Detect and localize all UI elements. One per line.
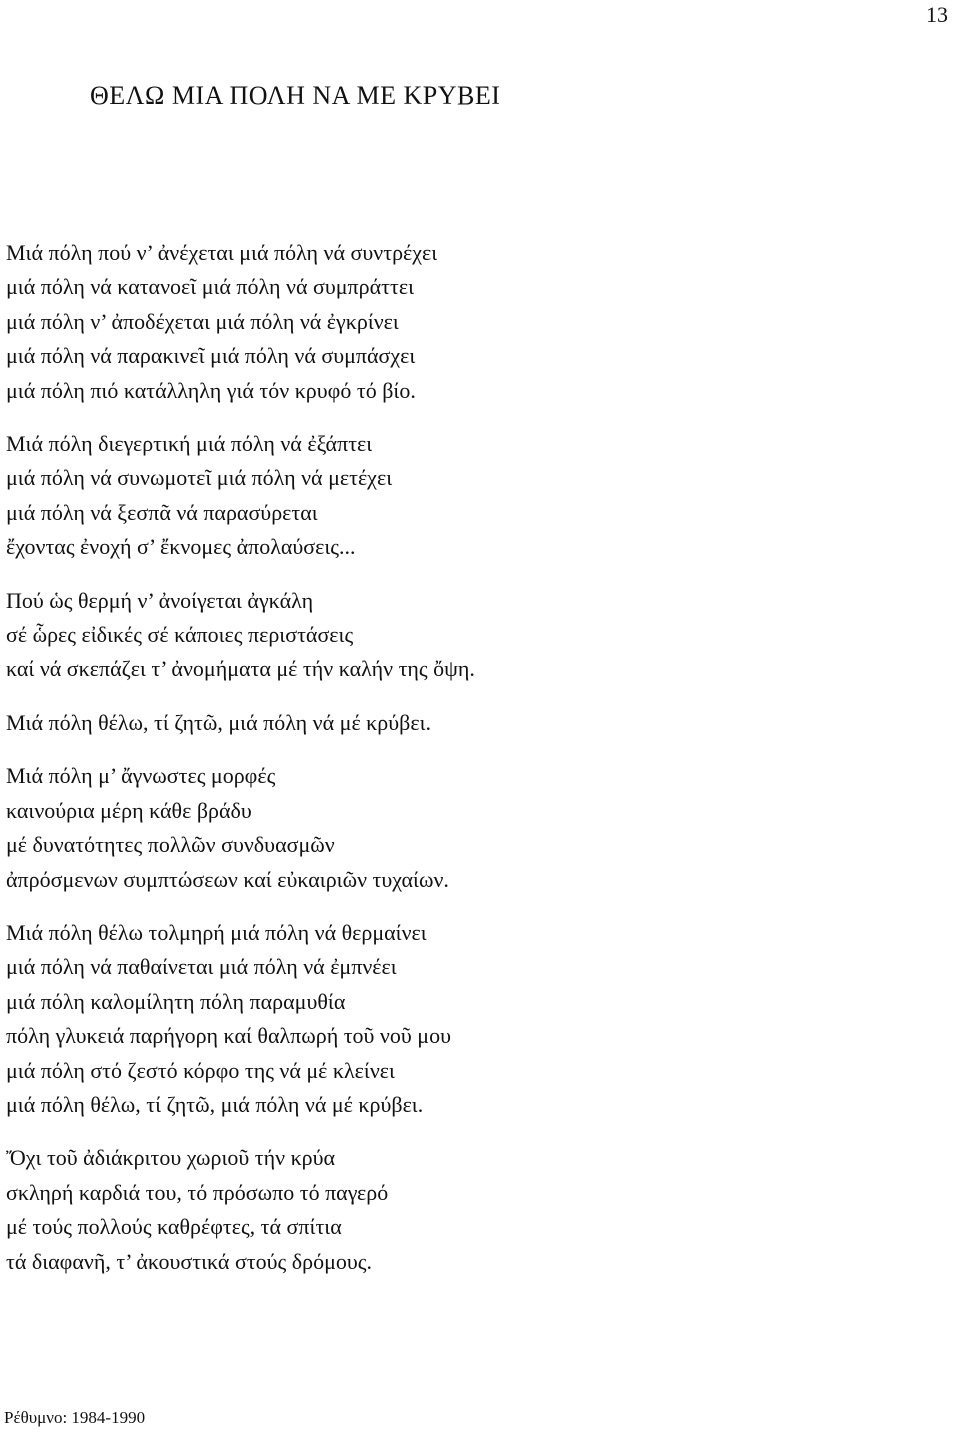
poem-line: ἔχοντας ἐνοχή σ’ ἔκνομες ἀπολαύσεις... (6, 534, 356, 560)
poem-line: πόλη γλυκειά παρήγορη καί θαλπωρή τοῦ νοῦ μου (6, 1023, 451, 1049)
poem-line: Μιά πόλη μ’ ἄγνωστες μορφές (6, 763, 276, 789)
poem-line: Μιά πόλη θέλω, τί ζητῶ, μιά πόλη νά μέ κρύβει. (6, 709, 431, 735)
poem-line: καινούρια μέρη κάθε βράδυ (6, 797, 252, 823)
poem-line: μέ δυνατότητες πολλῶν συνδυασμῶν (6, 832, 335, 858)
stanza (6, 1141, 946, 1279)
poem-title: ΘΕΛΩ ΜΙΑ ΠΟΛΗ ΝΑ ΜΕ ΚΡΥΒΕΙ (90, 81, 501, 110)
poem-line: Μιά πόλη πού ν’ ἀνέχεται μιά πόλη νά συντρέχει (6, 240, 438, 265)
poem-line: μέ τούς πολλούς καθρέφτες, τά σπίτια (6, 1214, 342, 1240)
poem-line: μιά πόλη νά ξεσπᾶ νά παρασύρεται (6, 499, 318, 525)
page-number: 13 (926, 2, 948, 27)
poem-line: μιά πόλη καλομίλητη πόλη παραμυθία (6, 988, 346, 1014)
poem-line: Μιά πόλη διεγερτική μιά πόλη νά ἐξάπτει (6, 431, 373, 457)
poem-line: μιά πόλη πιό κατάλληλη γιά τόν κρυφό τό βίο. (6, 377, 416, 403)
stanza (6, 706, 946, 740)
poem-line: σέ ὧρες εἰδικές σέ κάποιες περιστάσεις (6, 622, 354, 648)
poem-line: μιά πόλη νά κατανοεῖ μιά πόλη νά συμπράττει (6, 274, 414, 300)
poem-line: Μιά πόλη θέλω τολμηρή μιά πόλη νά θερμαίνει (6, 919, 427, 945)
stanza (6, 584, 946, 687)
poem-line: μιά πόλη νά παρακινεῖ μιά πόλη νά συμπάσχει (6, 343, 416, 369)
poem-line: τά διαφανῆ, τ’ ἀκουστικά στούς δρόμους. (6, 1248, 372, 1274)
poem-line: μιά πόλη νά συνωμοτεῖ μιά πόλη νά μετέχει (6, 465, 393, 491)
poem-line: μιά πόλη ν’ ἀποδέχεται μιά πόλη νά ἐγκρίνει (6, 308, 399, 334)
stanza (6, 916, 946, 1122)
poem-line: Ὄχι τοῦ ἀδιάκριτου χωριοῦ τήν κρύα (6, 1145, 336, 1171)
poem-line: μιά πόλη στό ζεστό κόρφο της νά μέ κλείνει (6, 1057, 395, 1083)
poem-line: σκληρή καρδιά του, τό πρόσωπο τό παγερό (6, 1179, 389, 1205)
poem-line: ἀπρόσμενων συμπτώσεων καί εὐκαιριῶν τυχαίων. (6, 866, 449, 892)
poem-line: Πού ὡς θερμή ν’ ἀνοίγεται ἀγκάλη (6, 587, 314, 613)
stanza (6, 236, 946, 408)
stanza (6, 427, 946, 565)
place-date-footer: Ρέθυμνο: 1984-1990 (4, 1408, 146, 1427)
poem-line: μιά πόλη θέλω, τί ζητῶ, μιά πόλη νά μέ κρύβει. (6, 1091, 424, 1117)
poem-line: μιά πόλη νά παθαίνεται μιά πόλη νά ἐμπνέει (6, 954, 397, 980)
stanza (6, 759, 946, 897)
poem-body (6, 236, 946, 1298)
poem-line: καί νά σκεπάζει τ’ ἀνομήματα μέ τήν καλήν της ὄψη. (6, 656, 475, 682)
